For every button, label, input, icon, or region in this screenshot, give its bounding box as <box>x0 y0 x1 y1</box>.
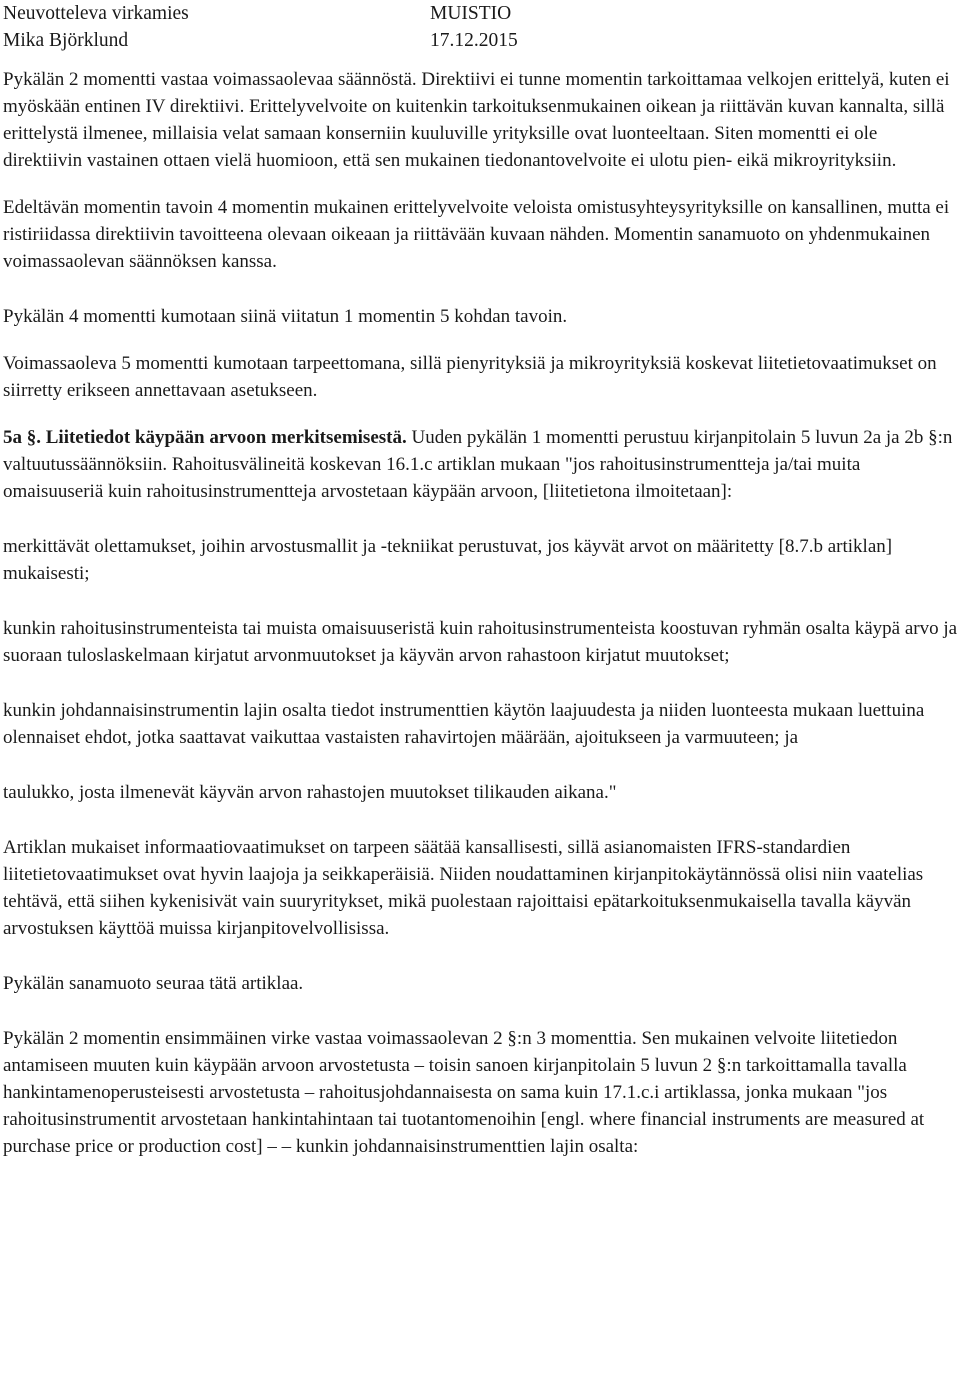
header-date: 17.12.2015 <box>430 30 518 51</box>
section-5a-paragraph <box>3 424 958 505</box>
list-item: taulukko, josta ilmenevät käyvän arvon rahastojen muutokset tilikauden aikana." <box>3 782 617 803</box>
paragraph: Pykälän 2 momentin ensimmäinen virke vastaa voimassaolevan 2 §:n 3 momenttia. Sen mukainen velvoite liitetiedon antamiseen muuten kuin käypään arvoon arvostetusta – toisin sanoen kirjanpitolain 5 luvun 2 §:n tarkoittamalla tavalla hankintamenoperusteisesti arvostetusta – rahoitusjohdannaisesta on sama kuin 17.1.c.i artiklassa, jonka mukaan "jos rahoitusinstrumentit arvostetaan hankintahintaan tai tuotantomenoihin [engl. where financial instruments are measured at purchase price or production cost] – – kunkin johdannaisinstrumenttien lajin osalta: <box>3 1028 925 1157</box>
header-doc-type: MUISTIO <box>430 3 512 24</box>
document-page <box>3 0 958 1157</box>
paragraph: Pykälän 2 momentti vastaa voimassaolevaa säännöstä. Direktiivi ei tunne momentin tarkoittamaa velkojen erittelyä, kuten ei myöskään entinen IV direktiivi. Erittelyvelvoite on kuitenkin tarkoituksenmukainen oikean ja riittävän kuvan kannalta, sillä erittelystä ilmenee, millaisia velat samaan konserniin kuuluville yrityksille ovat luonteeltaan. Siten momentti ei ole direktiivin vastainen ottaen vielä huomioon, että sen mukainen tiedonantovelvoite ei ulotu pien- eikä mikroyrityksiin. <box>3 69 950 171</box>
memo-body <box>3 66 958 1180</box>
paragraph: Artiklan mukaiset informaatiovaatimukset on tarpeen säätää kansallisesti, sillä asianomaisten IFRS-standardien liitetietovaatimukset ovat hyvin laajoja ja seikkaperäisiä. Niiden noudattaminen kirjanpitokäytännössä olisi niin vaatelias tehtävä, että siihen kykenisivät vain suuryritykset, mikä puolestaan rajoittaisi epätarkoituksenmukaisella tavalla käyvän arvostuksen käyttöä muissa kirjanpitovelvollisissa. <box>3 837 924 939</box>
header-author: Mika Björklund <box>3 30 129 51</box>
header-organization: Neuvotteleva virkamies <box>3 3 189 24</box>
paragraph: Pykälän 4 momentti kumotaan siinä viitatun 1 momentin 5 kohdan tavoin. <box>3 306 568 327</box>
paragraph: Pykälän sanamuoto seuraa tätä artiklaa. <box>3 973 304 994</box>
section-heading: 5a §. Liitetiedot käypään arvoon merkitsemisestä. <box>3 427 407 448</box>
list-item: kunkin johdannaisinstrumentin lajin osalta tiedot instrumenttien käytön laajuudesta ja niiden luonteesta mukaan luettuina olennaiset ehdot, jotka saattavat vaikuttaa vastaisten rahavirtojen määrään, ajoitukseen ja varmuuteen; ja <box>3 700 925 748</box>
list-item: kunkin rahoitusinstrumenteista tai muista omaisuuseristä kuin rahoitusinstrumenteista koostuvan ryhmän osalta käypä arvo ja suoraan tuloslaskelmaan kirjatut arvonmuutokset ja käyvän arvon rahastoon kirjatut muutokset; <box>3 618 958 666</box>
section-text: Uuden pykälän 1 momentti perustuu kirjanpitolain 5 luvun 2a ja 2b §:n valtuutussäännöksiin. Rahoitusvälineitä koskevan 16.1.c artiklan mukaan "jos rahoitusinstrumentteja ja/tai muita omaisuuseriä kuin rahoitusinstrumentteja arvostetaan käypään arvoon, [liitetietona ilmoitetaan]: <box>3 427 953 502</box>
memo-header <box>3 0 958 54</box>
paragraph: Edeltävän momentin tavoin 4 momentin mukainen erittelyvelvoite veloista omistusyhteysyrityksille on kansallinen, mutta ei ristiriidassa direktiivin tavoitteena olevaan oikeaan ja riittävään kuvaan nähden. Momentin sanamuoto on yhdenmukainen voimassaolevan säännöksen kanssa. <box>3 197 950 272</box>
paragraph: Voimassaoleva 5 momentti kumotaan tarpeettomana, sillä pienyrityksiä ja mikroyrityksiä koskevat liitetietovaatimukset on siirretty erikseen annettavaan asetukseen. <box>3 353 937 401</box>
list-item: merkittävät olettamukset, joihin arvostusmallit ja -tekniikat perustuvat, jos käyvät arvot on määritetty [8.7.b artiklan] mukaisesti; <box>3 536 893 584</box>
